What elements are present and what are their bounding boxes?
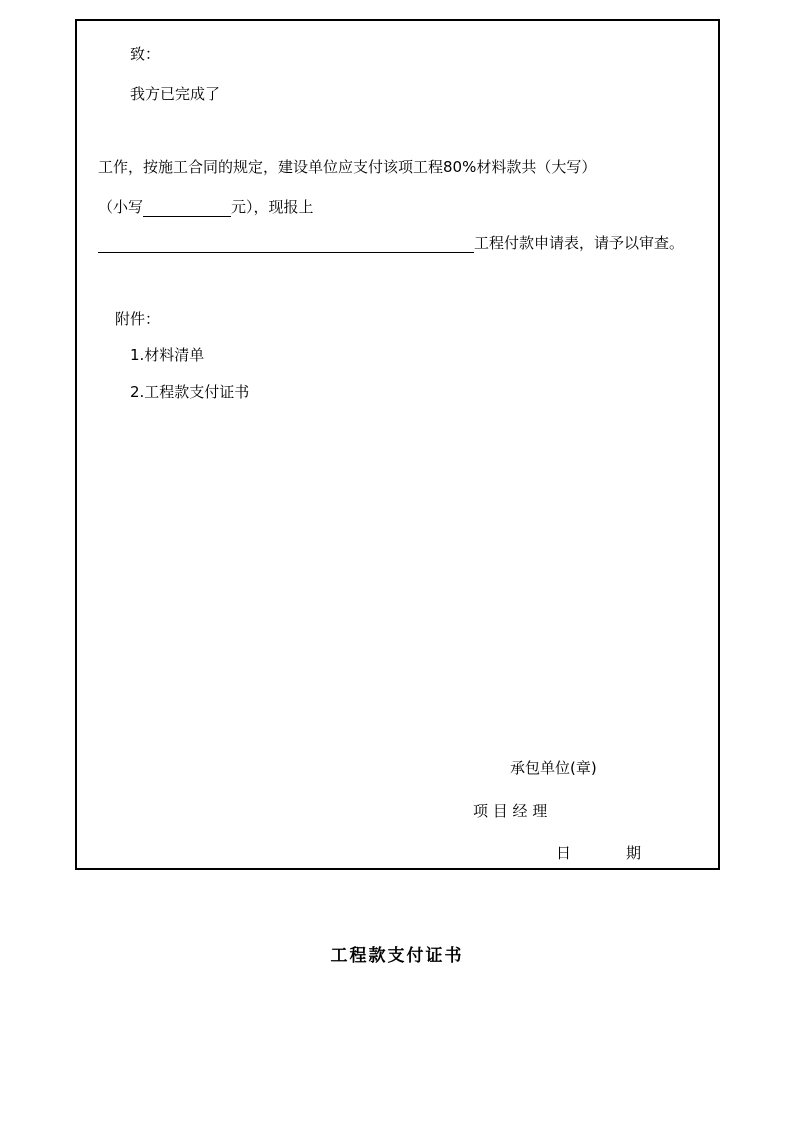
lowercase-amount-suffix: 元），现报上 bbox=[231, 198, 314, 216]
application-form-frame bbox=[75, 19, 720, 870]
lowercase-amount-line bbox=[98, 197, 314, 217]
application-form-text: 工程付款申请表，请予以审查。 bbox=[474, 234, 685, 252]
attachments-heading: 附件： bbox=[115, 310, 161, 328]
lowercase-amount-prefix: （小写 bbox=[98, 198, 144, 216]
date-label-period: 期 bbox=[626, 844, 642, 862]
payment-statement-text: 工作，按施工合同的规定，建设单位应支付该项工程80%材料款共（大写） bbox=[98, 158, 597, 176]
addressee-label: 致： bbox=[130, 45, 161, 63]
date-label-day: 日 bbox=[556, 844, 572, 862]
contractor-seal-label: 承包单位(章) bbox=[510, 759, 597, 777]
footer-title: 工程款支付证书 bbox=[330, 946, 464, 966]
project-manager-label: 项 目 经 理 bbox=[473, 802, 548, 820]
lowercase-amount-blank[interactable] bbox=[143, 200, 231, 217]
project-name-blank[interactable] bbox=[98, 236, 474, 253]
application-form-line bbox=[98, 233, 684, 253]
completed-work-text: 我方已完成了 bbox=[130, 85, 221, 103]
attachment-item-2: 2.工程款支付证书 bbox=[130, 383, 250, 401]
attachment-item-1: 1.材料清单 bbox=[130, 346, 205, 364]
